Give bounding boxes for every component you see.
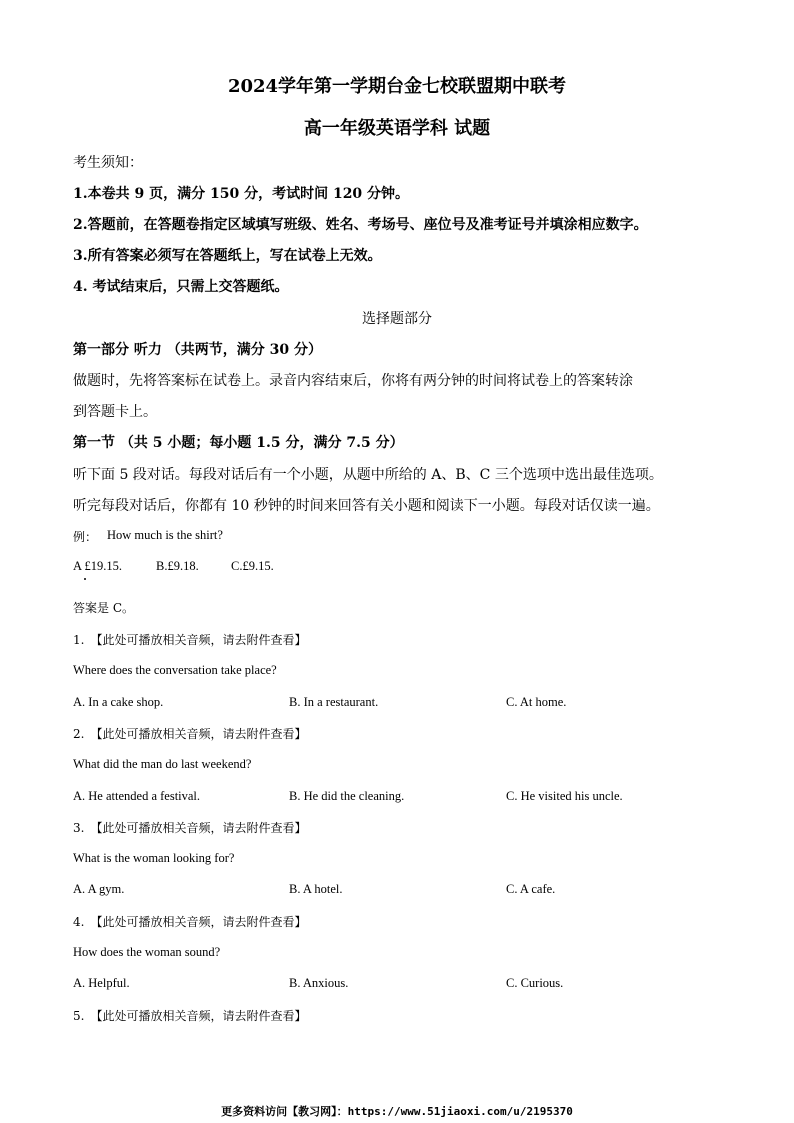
example-label: 例： (73, 530, 98, 544)
question-1-option-b: B. In a restaurant. (289, 695, 379, 709)
example-answer: 答案是 C。 (73, 601, 134, 615)
example-option-c: C.£9.15. (231, 559, 274, 573)
part1-desc-line1: 做题时，先将答案标在试卷上。录音内容结束后，你将有两分钟的时间将试卷上的答案转涂 (73, 373, 633, 389)
question-4-option-a: A. Helpful. (73, 976, 130, 990)
footer-link[interactable]: 更多资料访问【教习网】：https://www.51jiaoxi.com/u/2195370 (221, 1105, 573, 1118)
question-3-audio: 3. 【此处可播放相关音频，请去附件查看】 (73, 821, 307, 835)
question-2-option-a: A. He attended a festival. (73, 789, 201, 803)
part1-heading: 第一部分 听力 （共两节，满分 30 分） (73, 342, 322, 358)
instructions-heading: 考生须知： (73, 155, 143, 171)
section-title: 选择题部分 (362, 311, 432, 327)
emphasis-dot (84, 578, 86, 580)
question-1-audio: 1. 【此处可播放相关音频，请去附件查看】 (73, 633, 307, 647)
example-option-b: B.£9.18. (156, 559, 199, 573)
question-3-option-b: B. A hotel. (289, 882, 343, 896)
question-2-audio: 2. 【此处可播放相关音频，请去附件查看】 (73, 727, 307, 741)
exam-subtitle: 高一年级英语学科 试题 (303, 118, 491, 139)
instruction-item-1: 1.本卷共 9 页，满分 150 分，考试时间 120 分钟。 (73, 186, 410, 202)
example-option-a: A £19.15. (73, 559, 122, 573)
part1-desc-line2: 到答题卡上。 (73, 404, 157, 420)
question-2-option-c: C. He visited his uncle. (506, 789, 623, 803)
question-5-audio: 5. 【此处可播放相关音频，请去附件查看】 (73, 1009, 307, 1023)
question-3-option-c: C. A cafe. (506, 882, 556, 896)
question-3-text: What is the woman looking for? (73, 851, 235, 865)
instruction-item-4: 4. 考试结束后，只需上交答题纸。 (73, 279, 289, 295)
question-2-option-b: B. He did the cleaning. (289, 789, 405, 803)
example-question: How much is the shirt? (107, 528, 223, 542)
sub1-heading: 第一节 （共 5 小题；每小题 1.5 分，满分 7.5 分） (73, 435, 404, 451)
question-2-text: What did the man do last weekend? (73, 757, 252, 771)
question-3-option-a: A. A gym. (73, 882, 125, 896)
exam-title: 2024学年第一学期台金七校联盟期中联考 (227, 76, 567, 97)
question-1-option-c: C. At home. (506, 695, 567, 709)
question-4-option-b: B. Anxious. (289, 976, 349, 990)
sub1-desc-line2: 听完每段对话后，你都有 10 秒钟的时间来回答有关小题和阅读下一小题。每段对话仅读一遍。 (73, 498, 660, 514)
question-1-option-a: A. In a cake shop. (73, 695, 164, 709)
question-4-audio: 4. 【此处可播放相关音频，请去附件查看】 (73, 915, 307, 929)
instruction-item-3: 3.所有答案必须写在答题纸上，写在试卷上无效。 (73, 248, 382, 264)
question-4-option-c: C. Curious. (506, 976, 564, 990)
question-4-text: How does the woman sound? (73, 945, 221, 959)
question-1-text: Where does the conversation take place? (73, 663, 277, 677)
sub1-desc-line1: 听下面 5 段对话。每段对话后有一个小题，从题中所给的 A、B、C 三个选项中选出最佳选项。 (73, 467, 663, 483)
instruction-item-2: 2.答题前，在答题卷指定区域填写班级、姓名、考场号、座位号及准考证号并填涂相应数字。 (73, 217, 648, 233)
